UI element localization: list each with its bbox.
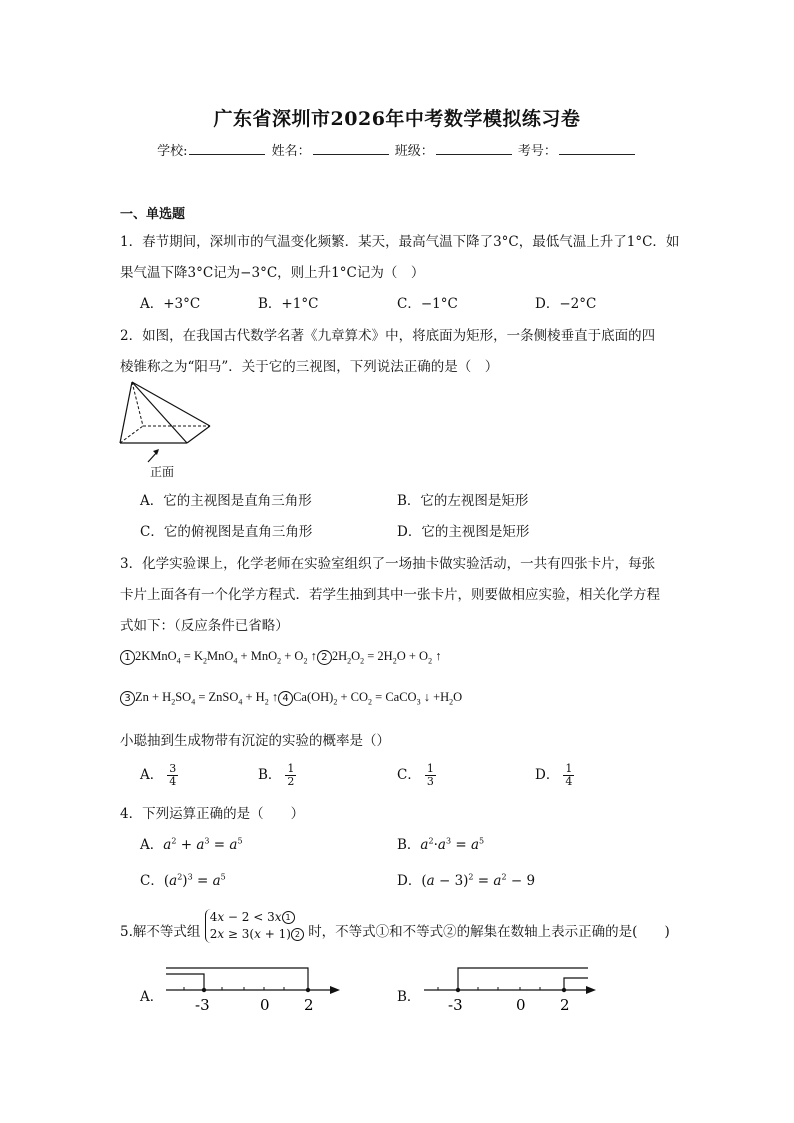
name-label: 姓名： — [271, 144, 311, 159]
q3-option-a[interactable] — [140, 763, 178, 788]
circled-3-icon: 3 — [120, 691, 135, 706]
q1-line-2: 果气温下降3°C记为−3°C，则上升1°C记为（ ） — [120, 265, 425, 281]
circled-2-icon: 2 — [317, 650, 332, 665]
chem-equations-3-4: 3 $Zn + H_2SO_4$ = ZnSO$_4$ + $H_2$ ↑ 4 $Ca(OH)_2 + CO_2$ = CaCO$_3$ ↓ $+H_2O$ — [120, 690, 462, 707]
q3-option-d-fraction — [563, 763, 574, 788]
q5-option-b-label[interactable]: B． — [397, 989, 421, 1005]
fraction-denominator: 3 — [426, 775, 434, 788]
name-blank[interactable] — [313, 142, 389, 155]
q2-line-2: 棱锥称之为“阳马”．关于它的三视图，下列说法正确的是（ ） — [120, 359, 499, 375]
axis-label-neg3: -3 — [448, 996, 463, 1014]
q5-option-a-label[interactable]: A． — [140, 989, 164, 1005]
q3-line-3: 式如下：（反应条件已省略） — [120, 618, 289, 634]
q1-option-d[interactable]: D．−2°C — [535, 296, 597, 312]
q5-suffix: 时，不等式①和不等式②的解集在数轴上表示正确的是( ) — [308, 924, 670, 940]
front-label: 正面 — [150, 465, 175, 479]
q4-line-1: 4．下列运算正确的是（ ） — [120, 806, 305, 822]
circled-2-icon: 2 — [291, 928, 304, 941]
q3-option-c-label: C． — [397, 767, 421, 783]
q4-option-a-label: A． — [140, 837, 164, 853]
student-info-line — [0, 140, 794, 159]
q3-option-c[interactable] — [397, 763, 436, 788]
q4-option-c[interactable]: C．$(a^2)^3 = a^5$ — [140, 872, 226, 889]
circled-1-icon: 1 — [282, 911, 295, 924]
q2-option-c[interactable]: C．它的俯视图是直角三角形 — [140, 524, 313, 540]
q5-option-a-number-line[interactable] — [162, 958, 342, 1014]
q1-option-b[interactable]: B．+1°C — [258, 296, 319, 312]
q3-option-c-fraction — [425, 763, 436, 788]
q3-option-d-label: D． — [535, 767, 560, 783]
q3-option-a-label: A． — [140, 767, 164, 783]
school-label: 学校: — [157, 144, 188, 159]
axis-label-0: 0 — [260, 996, 270, 1014]
q1-line-1: 1．春节期间，深圳市的气温变化频繁．某天，最高气温下降了3°C，最低气温上升了1°C．如 — [120, 234, 680, 250]
axis-label-neg3: -3 — [195, 996, 210, 1014]
fraction-numerator: 1 — [565, 762, 573, 775]
axis-label-0: 0 — [516, 996, 526, 1014]
q3-option-b[interactable] — [258, 763, 296, 788]
q1-option-a[interactable]: A．+3°C — [140, 296, 201, 312]
section-title: 一、单选题 — [120, 207, 186, 222]
q5-line — [120, 909, 670, 943]
q2-option-b[interactable]: B．它的左视图是矩形 — [397, 493, 529, 509]
circled-1-icon: 1 — [120, 650, 135, 665]
q3-option-b-label: B． — [258, 767, 282, 783]
q3-line-2: 卡片上面各有一个化学方程式．若学生抽到其中一张卡片，则要做相应实验，相关化学方程 — [120, 587, 660, 603]
q3-option-d[interactable] — [535, 763, 574, 788]
circled-4-icon: 4 — [278, 691, 293, 706]
q4-option-a[interactable]: A．$a^2 + a^3 = a^5$ — [140, 836, 243, 853]
axis-label-2: 2 — [560, 996, 570, 1014]
q2-option-d[interactable]: D．它的主视图是矩形 — [397, 524, 530, 540]
q4-option-d[interactable]: D．$(a - 3)^2 = a^2 - 9$ — [397, 872, 536, 889]
chem-equations-1-2: 1 2KMnO$_4$ = $K_2MnO_4 + MnO_2 + O_2$ ↑ 2 $2H_2O_2 = 2H_2O + O_2$ ↑ — [120, 649, 441, 666]
q3-question: 小聪抽到生成物带有沉淀的实验的概率是（） — [120, 733, 390, 749]
fraction-numerator: 1 — [287, 762, 295, 775]
fraction-numerator: 1 — [426, 762, 434, 775]
class-blank[interactable] — [436, 142, 512, 155]
axis-label-2: 2 — [304, 996, 314, 1014]
q3-option-b-fraction — [285, 763, 296, 788]
q4-option-c-label: C． — [140, 873, 164, 889]
q5-prefix: 5.解不等式组 — [120, 924, 201, 940]
q4-option-b[interactable]: B．$a^2\cdot a^3 = a^5$ — [397, 836, 485, 853]
q2-option-a[interactable]: A．它的主视图是直角三角形 — [140, 493, 312, 509]
q3-option-a-fraction — [167, 763, 178, 788]
page-title: 广东省深圳市2026年中考数学模拟练习卷 — [213, 108, 581, 130]
fraction-denominator: 4 — [565, 775, 573, 788]
fraction-denominator: 2 — [287, 775, 295, 788]
q4-option-b-label: B． — [397, 837, 421, 853]
q2-line-1: 2．如图，在我国古代数学名著《九章算术》中，将底面为矩形，一条侧棱垂直于底面的四 — [120, 328, 656, 344]
q3-line-1: 3．化学实验课上，化学老师在实验室组织了一场抽卡做实验活动，一共有四张卡片，每张 — [120, 556, 656, 572]
school-blank[interactable] — [189, 142, 265, 155]
fraction-numerator: 3 — [169, 762, 177, 775]
fraction-denominator: 4 — [169, 775, 177, 788]
class-label: 班级： — [394, 144, 434, 159]
q5-option-b-number-line[interactable] — [420, 958, 600, 1014]
inequality-system: 4x − 2 < 3x 1 2x ≥ 3(x + 1) 2 — [205, 909, 304, 943]
number-label: 考号： — [517, 144, 557, 159]
q4-option-d-label: D． — [397, 873, 422, 889]
q1-option-c[interactable]: C．−1°C — [397, 296, 458, 312]
number-blank[interactable] — [559, 142, 635, 155]
